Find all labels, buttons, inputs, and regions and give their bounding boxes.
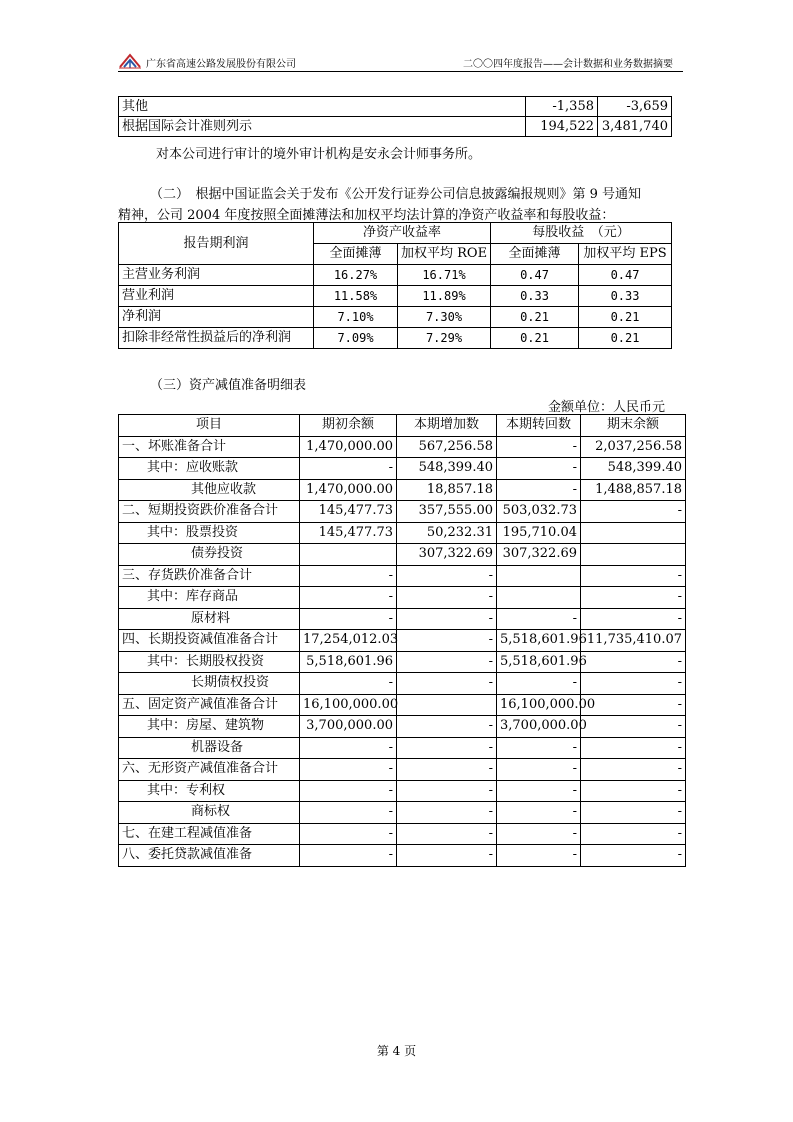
cell-value: -: [497, 608, 581, 630]
table-row: [119, 458, 686, 480]
table-row: [119, 328, 672, 349]
table-row: [119, 265, 672, 286]
table-header-row: [119, 415, 686, 437]
row-label: 四、长期投资减值准备合计: [119, 630, 300, 652]
cell-value: -: [581, 501, 686, 523]
cell-value: -: [581, 565, 686, 587]
cell-value: 0.21: [491, 328, 579, 349]
cell-value: 16,100,000.00: [497, 694, 581, 716]
row-label: 长期债权投资: [119, 673, 300, 695]
cell-value: -: [300, 458, 397, 480]
cell-value: -: [300, 759, 397, 781]
cell-value: [581, 544, 686, 566]
header-eps: 每股收益 （元）: [491, 223, 672, 244]
cell-value: -: [397, 845, 497, 867]
cell-value: 145,477.73: [300, 501, 397, 523]
report-title: 二〇〇四年度报告——会计数据和业务数据摘要: [463, 59, 673, 70]
company-logo-icon: [118, 53, 142, 69]
cell-value: -: [497, 673, 581, 695]
cell-value: 50,232.31: [397, 522, 497, 544]
row-label: 根据国际会计准则列示: [119, 117, 526, 137]
table-row: [119, 587, 686, 609]
cell-value: 3,700,000.00: [497, 716, 581, 738]
table-row: [119, 651, 686, 673]
table-row: [119, 716, 686, 738]
header-roe: 净资产收益率: [314, 223, 491, 244]
cell-value: -: [397, 780, 497, 802]
row-label: 一、坏账准备合计: [119, 436, 300, 458]
cell-value: [497, 565, 581, 587]
row-label: 其中：股票投资: [119, 522, 300, 544]
cell-value: -: [397, 630, 497, 652]
cell-value: -: [581, 587, 686, 609]
cell-value: 7.30%: [398, 307, 491, 328]
cell-value: -: [497, 759, 581, 781]
cell-value: 7.10%: [314, 307, 398, 328]
cell-value: 7.29%: [398, 328, 491, 349]
cell-value: 0.21: [491, 307, 579, 328]
cell-value: -: [300, 565, 397, 587]
cell-value: -: [397, 587, 497, 609]
cell-value: -: [497, 436, 581, 458]
table-row: [119, 630, 686, 652]
cell-value: 548,399.40: [581, 458, 686, 480]
row-label: 其中：应收账款: [119, 458, 300, 480]
cell-value: [300, 544, 397, 566]
ias-reconciliation-table: [118, 96, 672, 137]
cell-value: -: [497, 458, 581, 480]
section2-line2: 精神，公司 2004 年度按照全面摊薄法和加权平均法计算的净资产收益率和每股收益：: [118, 208, 615, 223]
header-item: 项目: [119, 415, 300, 437]
table-row: [119, 436, 686, 458]
cell-value: 16.27%: [314, 265, 398, 286]
cell-value: -: [300, 737, 397, 759]
cell-value: [581, 522, 686, 544]
cell-value: -: [397, 823, 497, 845]
table-row: [119, 97, 672, 117]
page-header: [118, 52, 683, 70]
cell-value: 0.47: [491, 265, 579, 286]
cell-value: -: [397, 608, 497, 630]
header-eps-diluted: 全面摊薄: [491, 244, 579, 265]
row-label: 其中：房屋、建筑物: [119, 716, 300, 738]
row-label: 其他应收款: [119, 479, 300, 501]
row-label: 主营业务利润: [119, 265, 314, 286]
cell-value: 3,481,740: [598, 117, 672, 137]
section2-line1: （二） 根据中国证监会关于发布《公开发行证券公司信息披露编报规则》第 9 号通知: [150, 187, 642, 202]
cell-value: 357,555.00: [397, 501, 497, 523]
cell-value: 7.09%: [314, 328, 398, 349]
cell-value: -: [497, 479, 581, 501]
cell-value: 0.33: [579, 286, 672, 307]
table-row: [119, 780, 686, 802]
header-increase: 本期增加数: [397, 415, 497, 437]
cell-value: 548,399.40: [397, 458, 497, 480]
cell-value: -: [397, 759, 497, 781]
cell-value: -: [497, 823, 581, 845]
cell-value: -: [581, 694, 686, 716]
row-label: 二、短期投资跌价准备合计: [119, 501, 300, 523]
cell-value: -: [300, 587, 397, 609]
row-label: 八、委托贷款减值准备: [119, 845, 300, 867]
cell-value: -: [581, 845, 686, 867]
cell-value: 194,522: [526, 117, 598, 137]
row-label: 其中：专利权: [119, 780, 300, 802]
row-label: 机器设备: [119, 737, 300, 759]
cell-value: -: [497, 802, 581, 824]
cell-value: -: [397, 565, 497, 587]
row-label: 扣除非经常性损益后的净利润: [119, 328, 314, 349]
cell-value: -: [300, 802, 397, 824]
cell-value: 3,700,000.00: [300, 716, 397, 738]
header-closing: 期末余额: [581, 415, 686, 437]
table-row: [119, 802, 686, 824]
cell-value: -: [397, 737, 497, 759]
cell-value: -: [397, 651, 497, 673]
cell-value: -: [581, 759, 686, 781]
table-row: [119, 117, 672, 137]
cell-value: 16.71%: [398, 265, 491, 286]
cell-value: -: [581, 716, 686, 738]
cell-value: 5,518,601.96: [497, 630, 581, 652]
table-row: [119, 565, 686, 587]
auditor-statement: 对本公司进行审计的境外审计机构是安永会计师事务所。: [156, 147, 482, 162]
table-row: [119, 307, 672, 328]
cell-value: -: [397, 716, 497, 738]
cell-value: 2,037,256.58: [581, 436, 686, 458]
table-row: [119, 737, 686, 759]
row-label: 净利润: [119, 307, 314, 328]
header-roe-diluted: 全面摊薄: [314, 244, 398, 265]
cell-value: -1,358: [526, 97, 598, 117]
header-profit: 报告期利润: [119, 223, 314, 265]
cell-value: -: [581, 823, 686, 845]
cell-value: 16,100,000.00: [300, 694, 397, 716]
row-label: 债券投资: [119, 544, 300, 566]
cell-value: 0.21: [579, 307, 672, 328]
cell-value: -: [397, 802, 497, 824]
cell-value: 17,254,012.03: [300, 630, 397, 652]
table-row: [119, 608, 686, 630]
table-row: [119, 501, 686, 523]
cell-value: -: [497, 737, 581, 759]
cell-value: [397, 694, 497, 716]
row-label: 五、固定资产减值准备合计: [119, 694, 300, 716]
cell-value: 11.58%: [314, 286, 398, 307]
table-row: [119, 522, 686, 544]
table-header-row: [119, 223, 672, 244]
cell-value: 195,710.04: [497, 522, 581, 544]
cell-value: 0.47: [579, 265, 672, 286]
table-row: [119, 544, 686, 566]
row-label: 七、在建工程减值准备: [119, 823, 300, 845]
cell-value: 11.89%: [398, 286, 491, 307]
cell-value: -: [581, 802, 686, 824]
header-roe-weighted: 加权平均 ROE: [398, 244, 491, 265]
header-opening: 期初余额: [300, 415, 397, 437]
cell-value: 1,488,857.18: [581, 479, 686, 501]
table-row: [119, 759, 686, 781]
cell-value: 1,470,000.00: [300, 436, 397, 458]
table-row: [119, 823, 686, 845]
table-row: [119, 286, 672, 307]
cell-value: -: [581, 737, 686, 759]
cell-value: 307,322.69: [397, 544, 497, 566]
impairment-table: [118, 414, 686, 867]
cell-value: 11,735,410.07: [581, 630, 686, 652]
cell-value: -: [300, 823, 397, 845]
cell-value: -: [581, 780, 686, 802]
cell-value: 145,477.73: [300, 522, 397, 544]
cell-value: -: [581, 673, 686, 695]
cell-value: -: [300, 845, 397, 867]
cell-value: 503,032.73: [497, 501, 581, 523]
cell-value: 18,857.18: [397, 479, 497, 501]
cell-value: -: [581, 608, 686, 630]
row-label: 三、存货跌价准备合计: [119, 565, 300, 587]
page-number: 第 4 页: [376, 1044, 417, 1058]
cell-value: 567,256.58: [397, 436, 497, 458]
row-label: 原材料: [119, 608, 300, 630]
cell-value: -: [397, 673, 497, 695]
cell-value: -: [581, 651, 686, 673]
header-eps-weighted: 加权平均 EPS: [579, 244, 672, 265]
cell-value: 0.33: [491, 286, 579, 307]
cell-value: 307,322.69: [497, 544, 581, 566]
table-row: [119, 479, 686, 501]
cell-value: -: [300, 673, 397, 695]
cell-value: 5,518,601.96: [497, 651, 581, 673]
header-reversal: 本期转回数: [497, 415, 581, 437]
company-name: 广东省高速公路发展股份有限公司: [146, 59, 296, 70]
cell-value: -3,659: [598, 97, 672, 117]
roe-eps-table: [118, 222, 672, 349]
currency-unit: 金额单位：人民币元: [548, 400, 666, 415]
table-row: [119, 673, 686, 695]
table-row: [119, 845, 686, 867]
cell-value: 1,470,000.00: [300, 479, 397, 501]
table-row: [119, 694, 686, 716]
row-label: 其他: [119, 97, 526, 117]
cell-value: -: [497, 780, 581, 802]
row-label: 其中：库存商品: [119, 587, 300, 609]
header-divider: [118, 71, 683, 72]
cell-value: [497, 587, 581, 609]
cell-value: 0.21: [579, 328, 672, 349]
row-label: 六、无形资产减值准备合计: [119, 759, 300, 781]
cell-value: -: [300, 780, 397, 802]
section3-title: （三）资产减值准备明细表: [150, 378, 307, 393]
cell-value: 5,518,601.96: [300, 651, 397, 673]
cell-value: -: [300, 608, 397, 630]
row-label: 其中：长期股权投资: [119, 651, 300, 673]
row-label: 商标权: [119, 802, 300, 824]
row-label: 营业利润: [119, 286, 314, 307]
cell-value: -: [497, 845, 581, 867]
